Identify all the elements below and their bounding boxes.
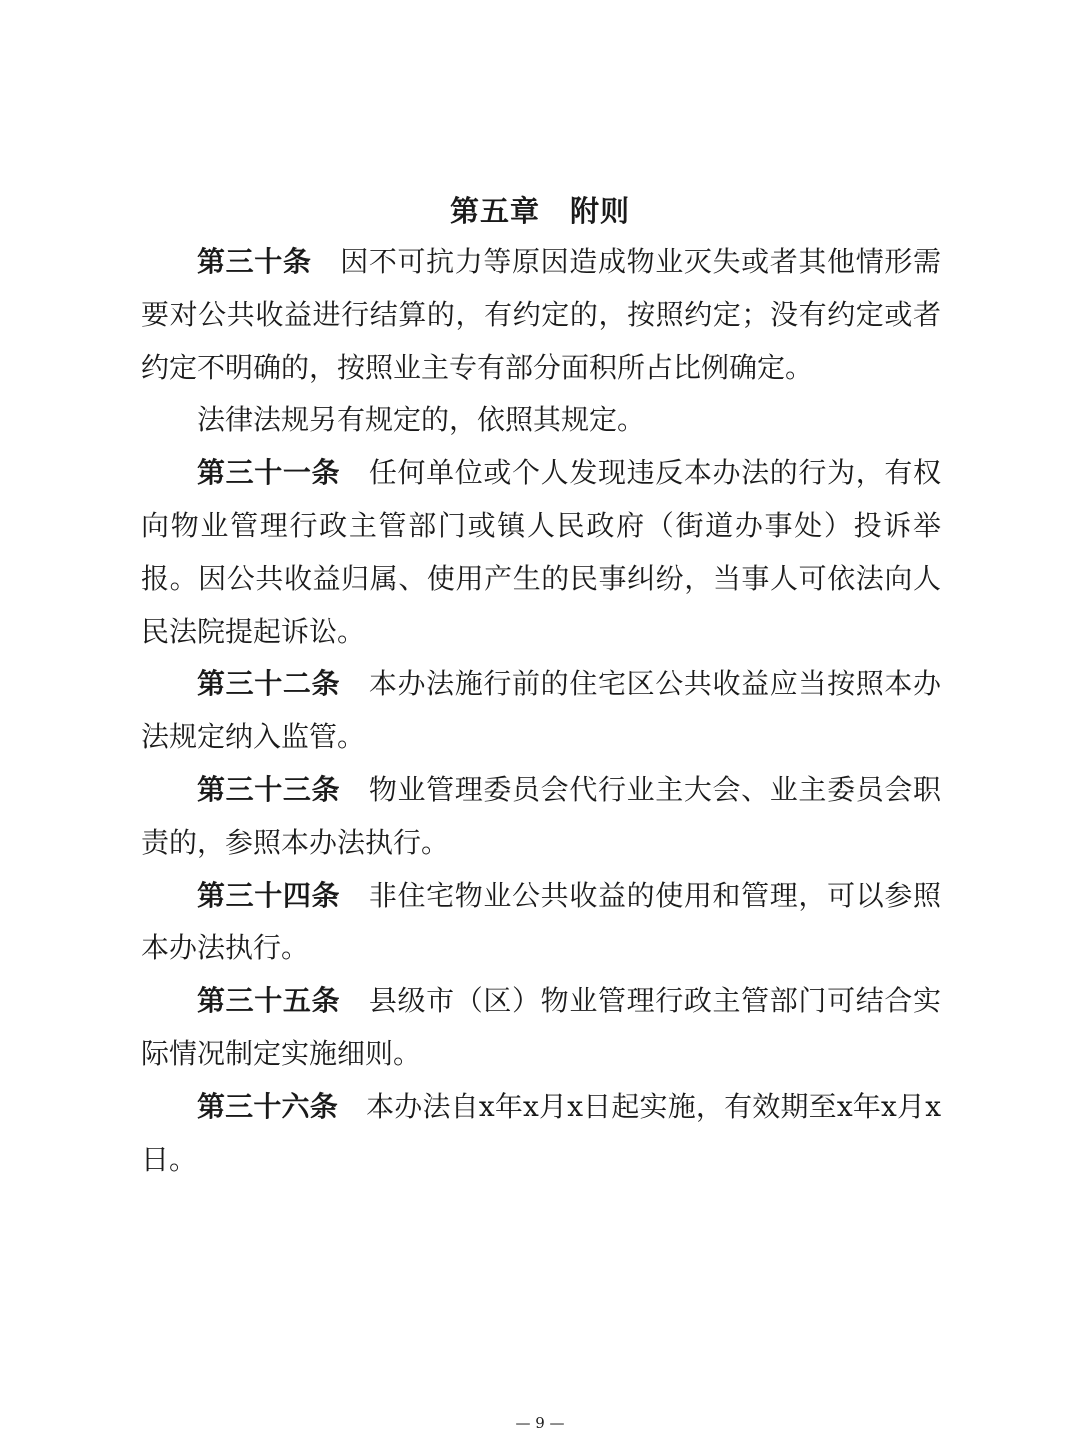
article-30-supplement bbox=[141, 394, 941, 447]
chapter-name: 附则 bbox=[570, 194, 631, 228]
article-number: 第三十一条 bbox=[197, 456, 341, 490]
article-number: 第三十五条 bbox=[197, 984, 341, 1018]
article-number: 第三十四条 bbox=[197, 878, 341, 912]
article-number: 第三十条 bbox=[197, 245, 312, 278]
article-number: 第三十二条 bbox=[197, 667, 341, 701]
article-text: 物业管理委员会代行业主大会、业主委员会职责的，参照本办法执行。 bbox=[141, 772, 941, 859]
article-36 bbox=[141, 1081, 941, 1187]
article-31 bbox=[141, 447, 941, 658]
article-35 bbox=[141, 975, 941, 1081]
page-number: — 9 — bbox=[515, 1414, 565, 1432]
article-number: 第三十三条 bbox=[197, 772, 341, 806]
article-text: 非住宅物业公共收益的使用和管理，可以参照本办法执行。 bbox=[141, 878, 941, 965]
article-32 bbox=[141, 658, 941, 764]
article-text: 本办法自x年x月x日起实施，有效期至x年x月x日。 bbox=[141, 1089, 941, 1176]
chapter-number: 第五章 bbox=[449, 194, 540, 228]
article-text: 法律法规另有规定的，依照其规定。 bbox=[197, 403, 646, 437]
article-text: 任何单位或个人发现违反本办法的行为，有权向物业管理行政主管部门或镇人民政府（街道办事处）投诉举报。因公共收益归属、使用产生的民事纠纷，当事人可依法向人民法院提起诉讼。 bbox=[141, 456, 941, 648]
article-number: 第三十六条 bbox=[197, 1089, 338, 1123]
article-34 bbox=[141, 870, 941, 976]
article-text: 县级市（区）物业管理行政主管部门可结合实际情况制定实施细则。 bbox=[141, 984, 941, 1070]
article-text: 因不可抗力等原因造成物业灭失或者其他情形需要对公共收益进行结算的，有约定的，按照约定；没有约定或者约定不明确的，按照业主专有部分面积所占比例确定。 bbox=[141, 245, 941, 384]
document-body bbox=[141, 236, 941, 1186]
chapter-title bbox=[0, 186, 1080, 236]
article-33 bbox=[141, 764, 941, 870]
article-text: 本办法施行前的住宅区公共收益应当按照本办法规定纳入监管。 bbox=[141, 667, 941, 754]
article-30 bbox=[141, 236, 941, 394]
